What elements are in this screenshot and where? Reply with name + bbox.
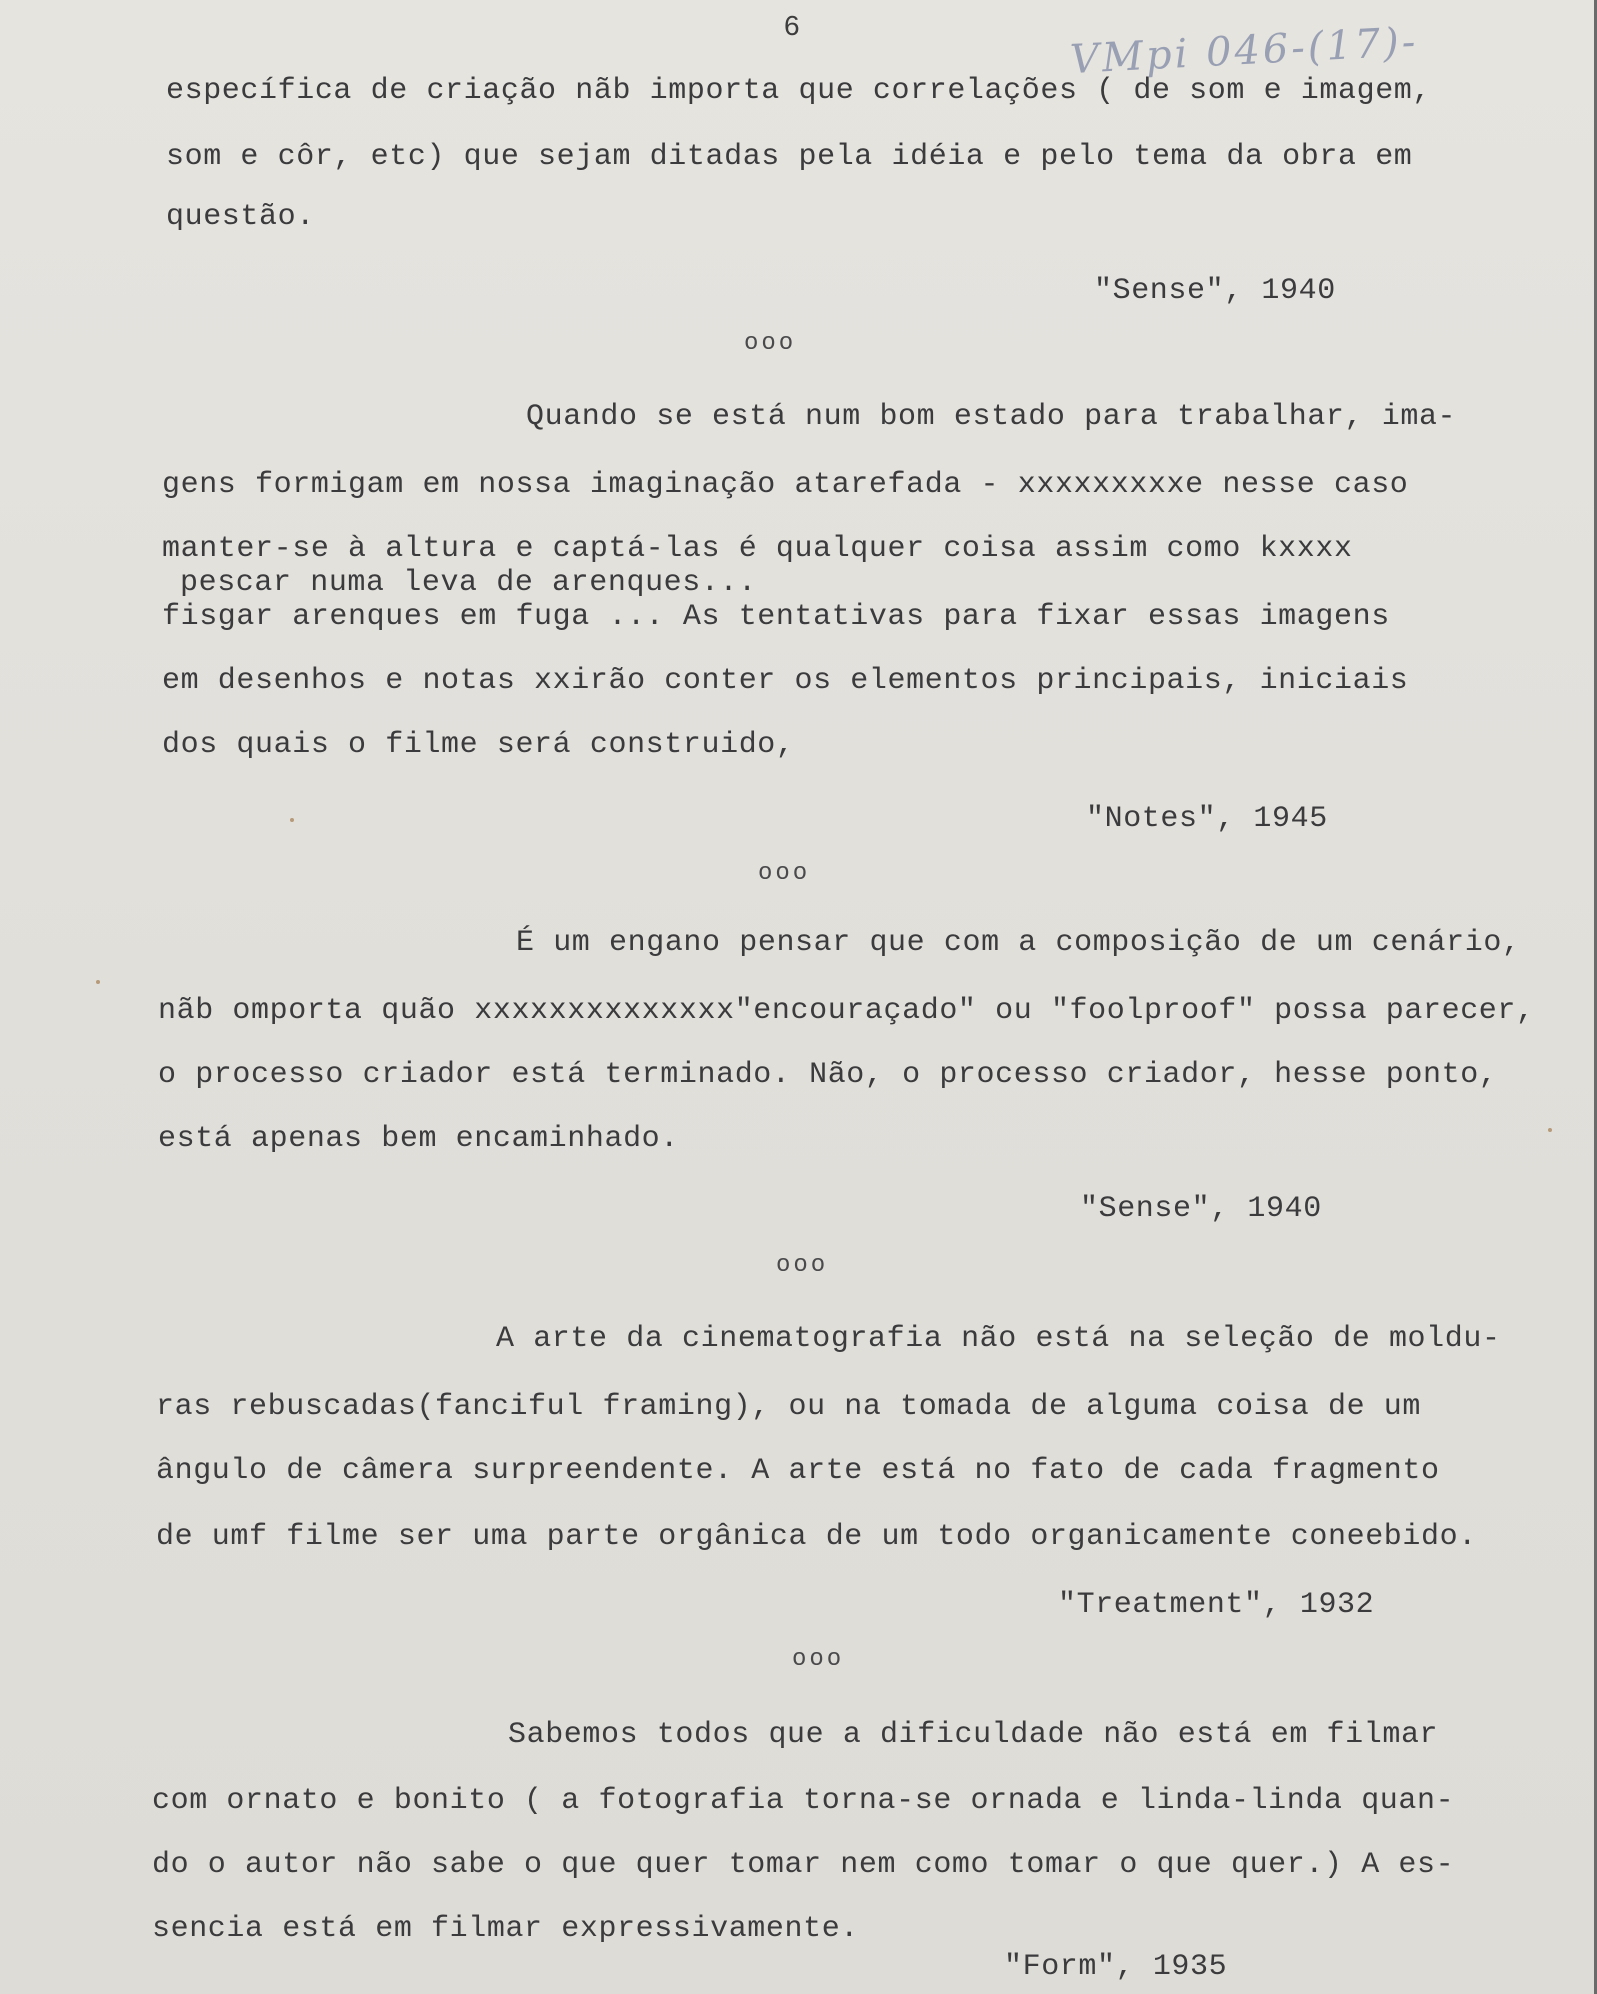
text-line: questão. bbox=[166, 200, 315, 234]
text-line: A arte da cinematografia não está na seleção de moldu- bbox=[496, 1322, 1501, 1356]
text-line: dos quais o filme será construido, bbox=[162, 728, 795, 762]
text-line: gens formigam em nossa imaginação atarefada - xxxxxxxxxe nesse caso bbox=[162, 468, 1409, 502]
text-line: É um engano pensar que com a composição de um cenário, bbox=[516, 926, 1521, 960]
paper-speck bbox=[1548, 1128, 1552, 1132]
citation: "Notes", 1945 bbox=[1086, 802, 1328, 836]
handwritten-archive-note: VMpi 046-(17)- bbox=[1069, 18, 1420, 84]
section-separator: ooo bbox=[792, 1646, 845, 1673]
text-line: Sabemos todos que a dificuldade não está em filmar bbox=[508, 1718, 1439, 1752]
text-line: manter-se à altura e captá-las é qualquer coisa assim como kxxxx bbox=[162, 532, 1353, 566]
citation: "Sense", 1940 bbox=[1080, 1192, 1322, 1226]
page-number: 6 bbox=[784, 10, 800, 41]
text-line: ras rebuscadas(fanciful framing), ou na tomada de alguma coisa de um bbox=[156, 1390, 1421, 1424]
section-separator: ooo bbox=[776, 1252, 829, 1279]
text-line: som e côr, etc) que sejam ditadas pela idéia e pelo tema da obra em bbox=[166, 140, 1413, 174]
text-line: fisgar arenques em fuga ... As tentativas para fixar essas imagens bbox=[162, 600, 1390, 634]
citation: "Treatment", 1932 bbox=[1058, 1588, 1375, 1622]
section-separator: ooo bbox=[744, 330, 797, 357]
section-separator: ooo bbox=[758, 860, 811, 887]
text-line: específica de criação nãb importa que correlações ( de som e imagem, bbox=[166, 74, 1431, 108]
text-line: em desenhos e notas xxirão conter os elementos principais, iniciais bbox=[162, 664, 1409, 698]
text-line: ângulo de câmera surpreendente. A arte está no fato de cada fragmento bbox=[156, 1454, 1440, 1488]
text-line: sencia está em filmar expressivamente. bbox=[152, 1912, 859, 1946]
text-line: Quando se está num bom estado para trabalhar, ima- bbox=[526, 400, 1457, 434]
text-line: do o autor não sabe o que quer tomar nem como tomar o que quer.) A es- bbox=[152, 1848, 1455, 1882]
text-line: está apenas bem encaminhado. bbox=[158, 1122, 679, 1156]
text-line: o processo criador está terminado. Não, o processo criador, hesse ponto, bbox=[158, 1058, 1498, 1092]
citation: "Form", 1935 bbox=[1004, 1950, 1228, 1984]
text-line: de umf filme ser uma parte orgânica de um todo organicamente coneebido. bbox=[156, 1520, 1477, 1554]
citation: "Sense", 1940 bbox=[1094, 274, 1336, 308]
text-line: com ornato e bonito ( a fotografia torna-se ornada e linda-linda quan- bbox=[152, 1784, 1455, 1818]
text-line: nãb omporta quão xxxxxxxxxxxxxx"encouraçado" ou "foolproof" possa parecer, bbox=[158, 994, 1535, 1028]
text-line-insert: pescar numa leva de arenques... bbox=[180, 566, 757, 600]
paper-speck bbox=[96, 980, 100, 984]
paper-speck bbox=[290, 818, 294, 822]
